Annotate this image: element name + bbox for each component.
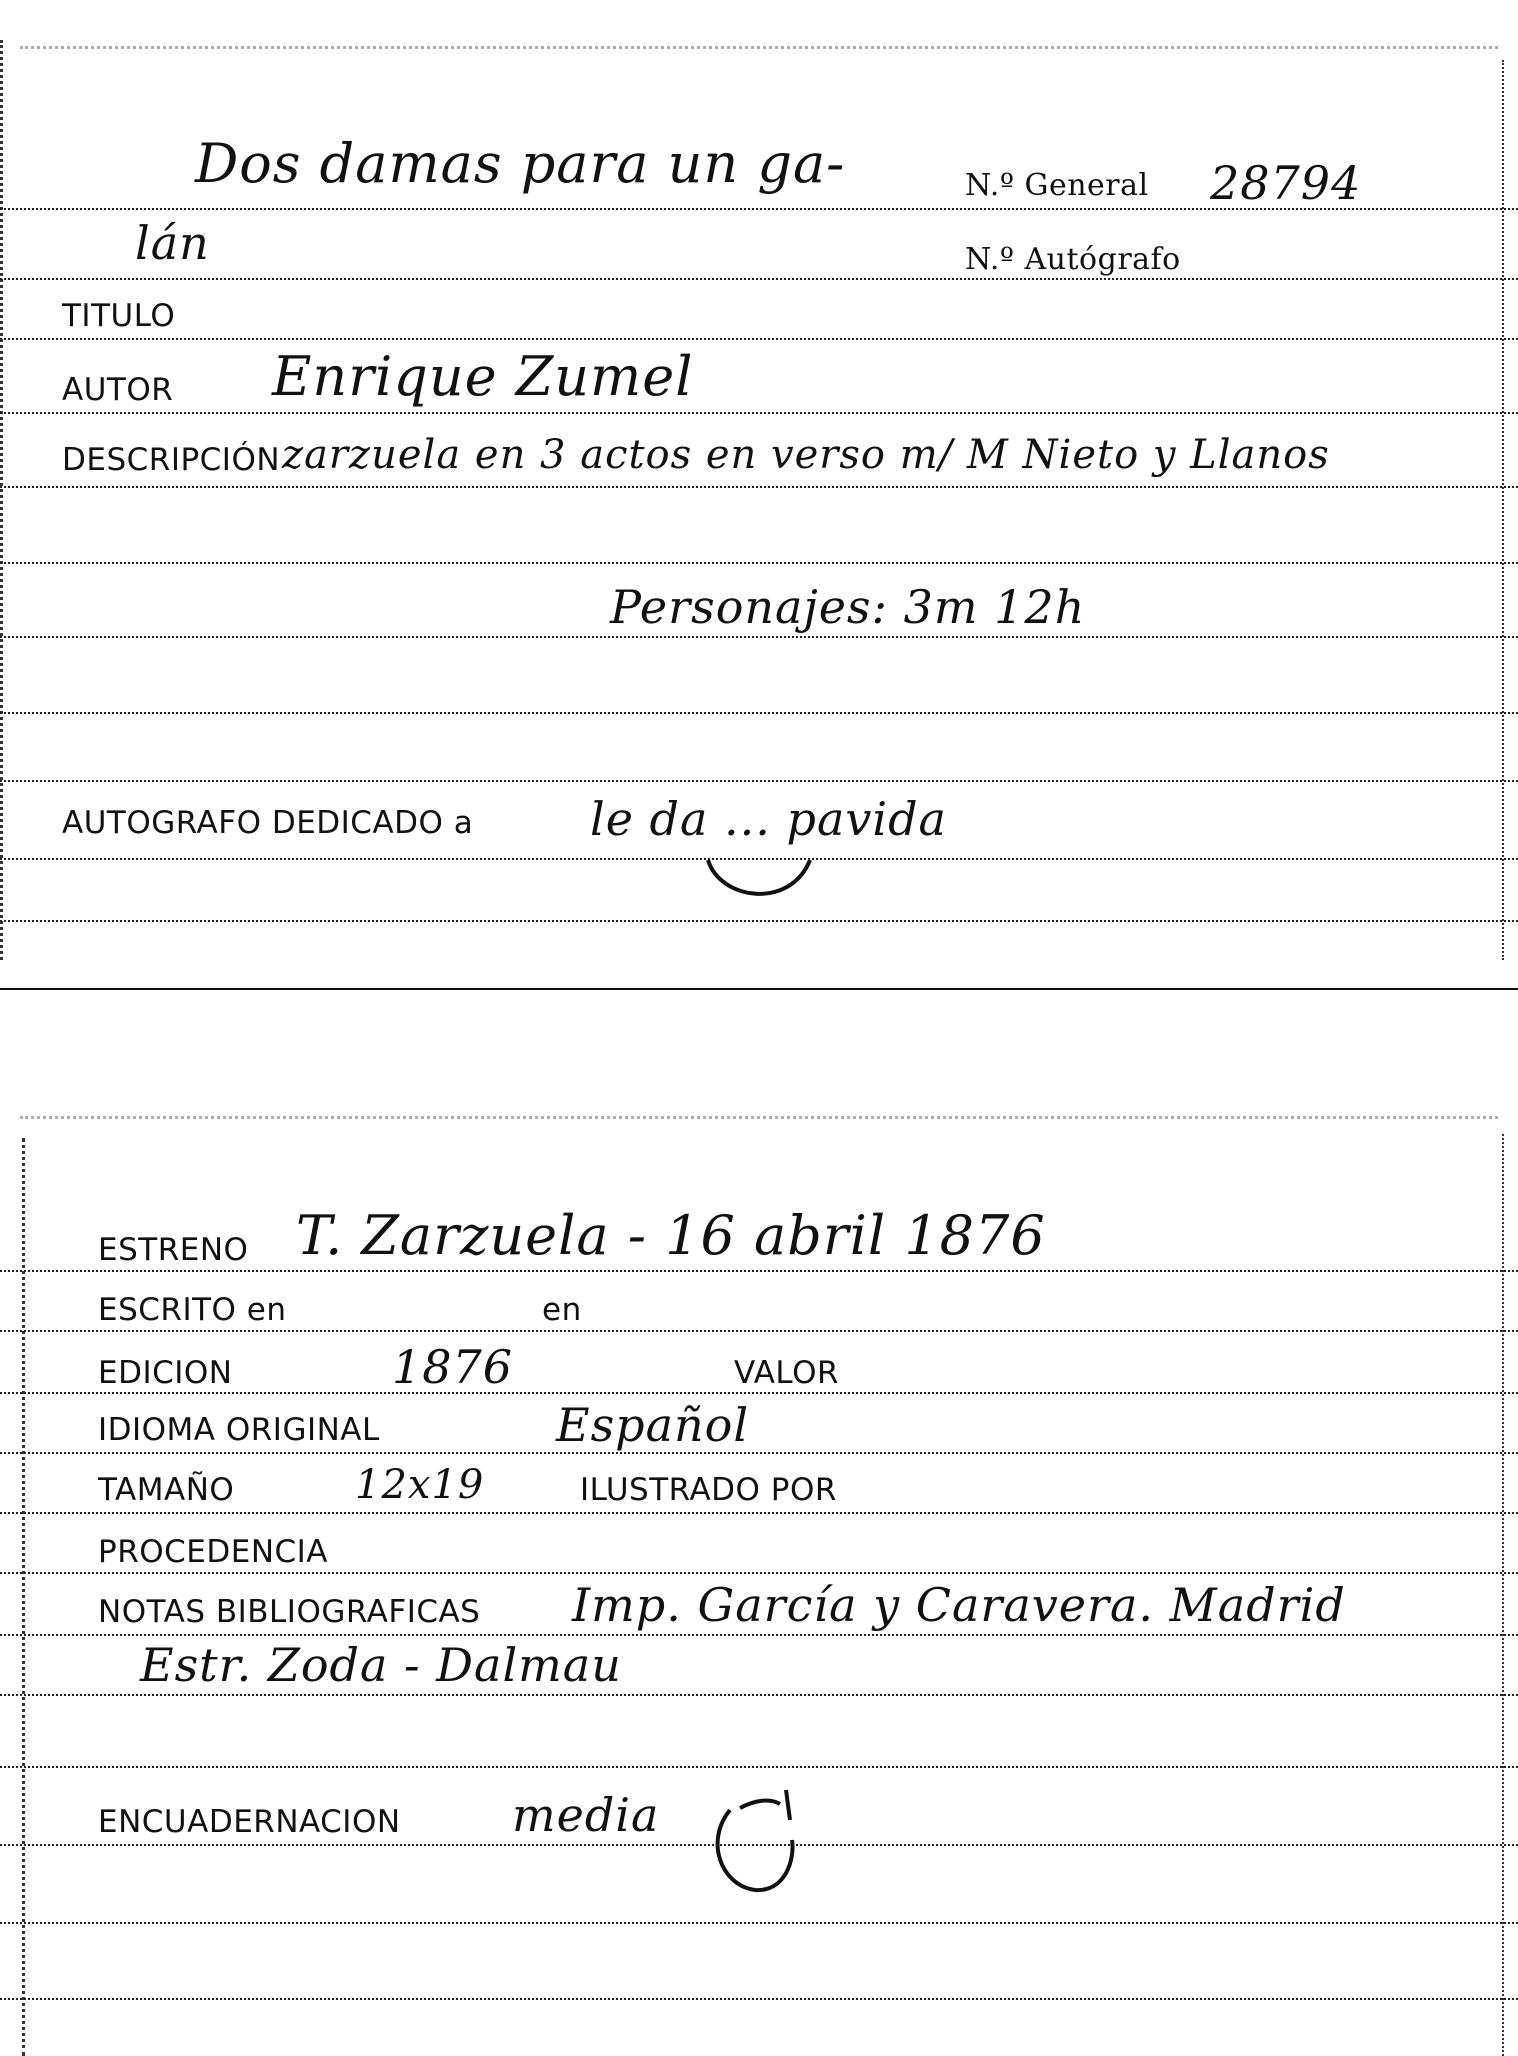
idioma-value: Español [556,1398,750,1452]
rule [0,1270,1518,1272]
tamano-value: 12x19 [355,1462,485,1508]
estreno-value: T. Zarzuela - 16 abril 1876 [296,1204,1046,1267]
card-left-border [22,1138,28,2056]
estreno-label: ESTRENO [98,1232,249,1268]
rule [0,562,1518,564]
card-right-border [1502,1134,1504,2056]
rule [0,858,1518,860]
personajes-value: Personajes: 3m 12h [610,580,1086,634]
edicion-label: EDICION [98,1355,233,1391]
dedicado-value: le da ... pavida [590,792,947,846]
autografo-number-label: N.º Autógrafo [965,242,1181,277]
rule [0,208,1518,210]
tamano-label: TAMAÑO [98,1472,235,1508]
rule [0,1844,1518,1846]
general-number-label: N.º General [965,168,1149,203]
autor-value: Enrique Zumel [272,345,694,408]
notas-value-line2: Estr. Zoda - Dalmau [140,1638,622,1692]
descripcion-label: DESCRIPCIÓN [62,442,281,478]
encuadernacion-value: media [512,1788,660,1842]
ink-mark-icon [700,840,820,910]
rule [0,278,1518,280]
rule [0,1452,1518,1454]
card-top-edge [20,1116,1498,1119]
ilustrado-label: ILUSTRADO POR [580,1472,837,1508]
edicion-value: 1876 [392,1340,514,1394]
notas-value-line1: Imp. García y Caravera. Madrid [572,1578,1346,1632]
rule [0,1766,1518,1768]
rule [0,780,1518,782]
rule [0,712,1518,714]
rule [0,486,1518,488]
title-handwritten-line1: Dos damas para un ga- [195,132,846,195]
rule [0,920,1518,922]
card-right-border [1502,60,1504,960]
catalog-card-back [0,1100,1518,2056]
rule [0,338,1518,340]
rule [0,1634,1518,1636]
rule [0,1694,1518,1696]
rule [0,1392,1518,1394]
card-separator [0,988,1518,990]
notas-label: NOTAS BIBLIOGRAFICAS [98,1594,481,1630]
rule [0,1512,1518,1514]
catalog-card-front [0,40,1518,960]
encuadernacion-label: ENCUADERNACION [98,1804,401,1840]
titulo-label: TITULO [62,298,176,334]
descripcion-value: zarzuela en 3 actos en verso m/ M Nieto y Llanos [282,432,1330,478]
rule [0,636,1518,638]
dedicado-label: AUTOGRAFO DEDICADO a [62,805,474,841]
card-left-border [0,40,6,960]
rule [0,1922,1518,1924]
rule [0,1572,1518,1574]
general-number-value: 28794 [1210,156,1362,210]
procedencia-label: PROCEDENCIA [98,1534,329,1570]
valor-label: VALOR [734,1355,840,1391]
rule [0,1330,1518,1332]
autor-label: AUTOR [62,372,174,408]
rule [0,1998,1518,2000]
ink-mark-icon [700,1780,810,1900]
card-top-edge [20,46,1498,49]
title-handwritten-line2: lán [135,216,210,270]
idioma-label: IDIOMA ORIGINAL [98,1412,380,1448]
escrito-label: ESCRITO en [98,1292,287,1328]
escrito-en-label: en [542,1292,582,1328]
rule [0,412,1518,414]
